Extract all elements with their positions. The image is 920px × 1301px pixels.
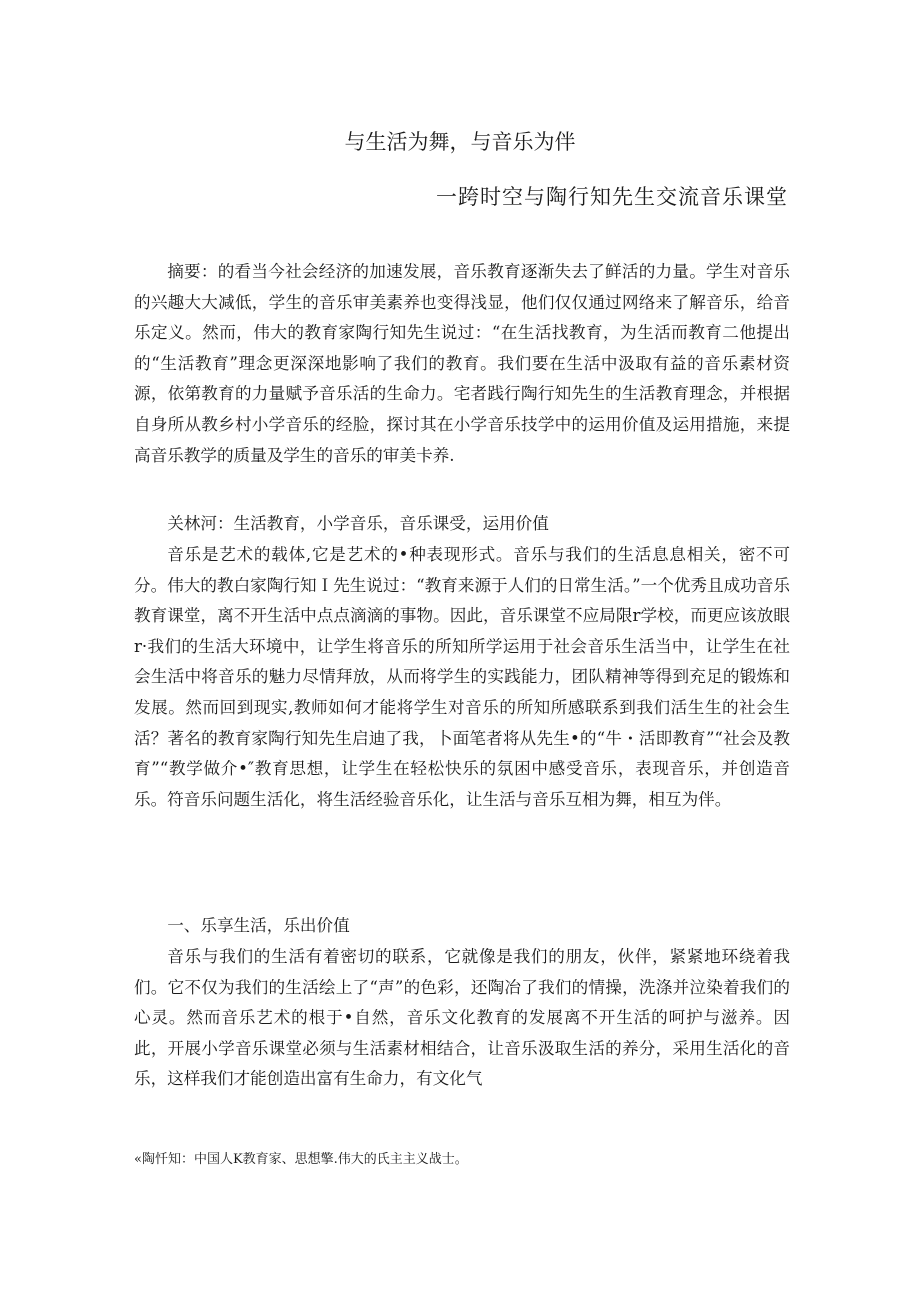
footnote: «陶忏知：中国人K教育家、思想擎.伟大的氏主主义战士。 — [134, 1152, 468, 1167]
intro-paragraph: 音乐是艺术的载体,它是艺术的•种表现形式。音乐与我们的生活息息相关，密不可分。伟大的教白家陶行知Ｉ先生说过：“教育来源于人们的日常生活。”一个优秀且成功音乐教育课堂，离不开生活中点点滴滴的事物。因此，音乐课堂不应局限r学校，而更应该放眼r·我们的生活大环境中，让学生将音乐的所知所学运用于社会音乐生活当中，让学生在社会生活中将音乐的魅力尽情拜放，从而将学生的实践能力，团队精神等得到充足的锻炼和发展。然而回到现实,教师如何才能将学生对音乐的所知所感联系到我们活生生的社会生活？著名的教育家陶行知先生启迪了我，卜面笔者将从先生•的“牛・活即教育”“社会及教育”“教学做介•″教育思想，让学生在轻松快乐的氛困中感受音乐，表现音乐，并创造音乐。符音乐问题生活化，将生活经验音乐化，让生活与音乐互相为舞，相互为伴。 — [134, 545, 790, 809]
section-paragraph: 音乐与我们的生活有着密切的联系，它就像是我们的朋友，伙伴，紧紧地环绕着我们。它不仅为我们的生活绘上了“声”的色彩，还陶冶了我们的情操，洗涤并泣染着我们的心灵。然而音乐艺术的根于•自然，音乐文化教育的发展离不开生活的呵护与滋养。因此，开展小学音乐课堂必须与生活素材相结合，让音乐汲取生活的养分，采用生活化的音乐，这样我们才能创造出富有生命力，有文化气 — [134, 947, 790, 1089]
keywords-line: 关林河：生活教育，小学音乐，音乐课受，运用价值 — [167, 514, 549, 533]
document-title: 与生活为舞，与音乐为伴 — [344, 130, 576, 154]
abstract-paragraph: 摘要：的看当今社会经济的加速发展，音乐教育逐渐失去了鲜活的力量。学生对音乐的兴趣大大减低，学生的音乐审美素养也变得浅显，他们仅仅通过网络来了解音乐，给音乐定义。然而，伟大的教育家陶行知先生说过：“在生活找教育，为生活而教育二他提出的“生活教育”理念更深深地影响了我们的教育。我们要在生活中汲取有益的音乐素材资源，依第教育的力量赋予音乐活的生命力。宅者践行陶行知先生的生活教育理念，并根据自身所从教乡村小学音乐的经脸，探讨其在小学音乐技学中的运用价值及运用措施，来提高音乐教学的质量及学生的音乐的审美卡养. — [134, 262, 790, 465]
document-subtitle: 一跨时空与陶行知先生交流音乐课堂 — [436, 185, 788, 209]
section-heading: 一、乐享生活，乐出价值 — [167, 916, 350, 935]
